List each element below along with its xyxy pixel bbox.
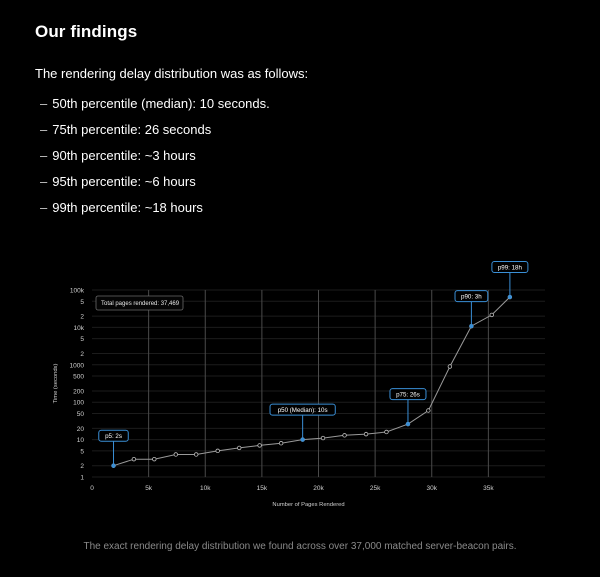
data-point (174, 453, 178, 457)
data-point (132, 457, 136, 461)
y-tick-label: 100k (69, 287, 84, 295)
y-axis-label: Time (seconds) (53, 363, 59, 404)
info-box-group (96, 296, 183, 310)
dash-icon: – (40, 174, 48, 189)
chart-caption: The exact rendering delay distribution we found across over 37,000 matched server-beacon pairs. (83, 541, 517, 552)
x-tick-label: 30k (426, 485, 437, 492)
list-item-text: 90th percentile: ~3 hours (52, 148, 196, 163)
data-point (279, 441, 283, 445)
series-line (114, 297, 510, 466)
callout (270, 404, 335, 442)
callout (455, 291, 488, 329)
data-point (258, 444, 262, 448)
y-tick-label: 2 (80, 313, 84, 321)
callout-marker (469, 324, 473, 328)
callout-label: p99: 18h (497, 264, 522, 272)
data-point (152, 457, 156, 461)
data-point (364, 432, 368, 436)
grid (92, 290, 545, 477)
callout (390, 389, 426, 427)
y-tick-label: 200 (73, 388, 84, 396)
y-tick-label: 500 (73, 373, 84, 381)
x-tick-label: 20k (313, 485, 324, 492)
y-tick-label: 100 (73, 399, 84, 407)
y-tick-label: 50 (76, 410, 84, 418)
x-tick-label: 15k (256, 485, 268, 492)
callout-label: p5: 2s (105, 433, 122, 441)
dash-icon: – (40, 148, 48, 163)
callout-label: p90: 3h (461, 293, 482, 301)
y-tick-label: 1 (80, 474, 84, 482)
list-item-text: 95th percentile: ~6 hours (52, 174, 196, 189)
callout-label: p75: 26s (396, 391, 420, 399)
y-tick-label: 10 (76, 437, 84, 445)
callout-label: p50 (Median): 10s (277, 407, 328, 414)
x-axis-label: Number of Pages Rendered (272, 502, 345, 508)
info-box (96, 296, 183, 310)
x-tick-label: 25k (369, 485, 381, 492)
data-point (385, 430, 389, 434)
callout-marker (111, 464, 115, 468)
x-tick-label: 5k (145, 485, 153, 492)
y-tick-label: 1000 (69, 362, 84, 370)
y-tick-label: 2 (80, 351, 84, 359)
data-point (448, 365, 452, 369)
y-tick-label: 5 (80, 298, 84, 306)
y-tick-label: 20 (76, 425, 84, 433)
y-tick-label: 2 (80, 463, 84, 471)
x-tick-label: 35k (483, 485, 494, 492)
data-point (427, 409, 431, 413)
dash-icon: – (40, 200, 48, 215)
data-point (194, 453, 198, 457)
series-line-group (112, 295, 512, 467)
x-tick-label: 10k (200, 485, 211, 492)
data-point (237, 446, 241, 450)
x-tick-label: 0 (90, 485, 94, 492)
y-tick-label: 10k (73, 324, 84, 332)
dash-icon: – (40, 122, 48, 137)
axes (53, 288, 494, 509)
data-point (321, 436, 325, 440)
callout-marker (406, 422, 410, 426)
y-tick-label: 5 (80, 448, 84, 456)
list-item-text: 99th percentile: ~18 hours (52, 200, 203, 215)
intro-text: The rendering delay distribution was as follows: (35, 66, 309, 81)
callout-marker (301, 438, 305, 442)
data-point (216, 449, 220, 453)
data-point (343, 434, 347, 438)
dash-icon: – (40, 96, 48, 111)
list-item-text: 50th percentile (median): 10 seconds. (52, 96, 270, 111)
info-box-text: Total pages rendered: 37,469 (101, 301, 180, 308)
list-item-text: 75th percentile: 26 seconds (52, 122, 212, 137)
callout-marker (508, 295, 512, 299)
callout (492, 262, 528, 300)
data-point (490, 313, 494, 317)
page-title: Our findings (35, 22, 138, 41)
y-tick-label: 5 (80, 336, 84, 344)
